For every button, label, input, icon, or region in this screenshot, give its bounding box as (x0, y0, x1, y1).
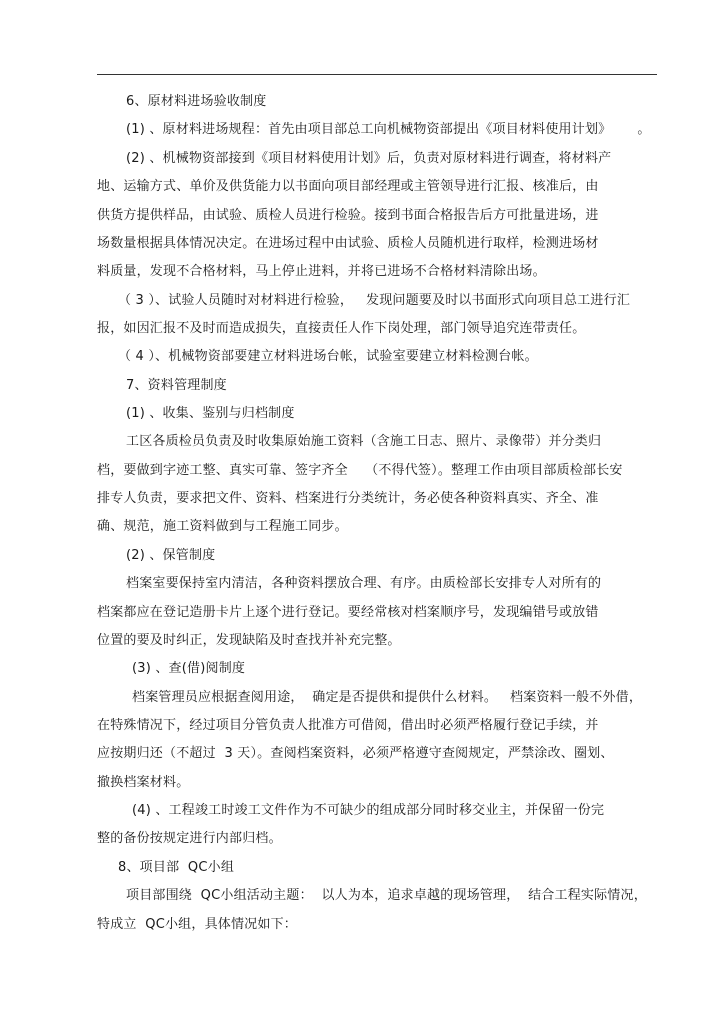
paragraph-line: 料质量，发现不合格材料，马上停止进料，并将已进场不合格材料清除出场。 (97, 264, 546, 279)
paragraph-line: (2) 、机械物资部接到《项目材料使用计划》后，负责对原材料进行调查，将材料产 (126, 151, 612, 166)
paragraph-line: 撤换档案材料。 (97, 775, 190, 790)
subsection-heading: (2) 、保管制度 (126, 548, 216, 563)
section-heading: 8、项目部 QC小组 (118, 860, 235, 875)
paragraph-line: 供货方提供样品，由试验、质检人员进行检验。接到书面合格报告后方可批量进场，进 (97, 208, 599, 223)
subsection-heading: (1) 、收集、鉴别与归档制度 (126, 406, 295, 421)
paragraph-line: (1) 、原材料进场规程：首先由项目部总工向机械物资部提出《项目材料使用计划》 。 (126, 122, 651, 137)
paragraph-line: 在特殊情况下，经过项目分管负责人批准方可借阅，借出时必须严格履行登记手续，并 (97, 718, 599, 733)
paragraph-line: 整的备份按规定进行内部归档。 (97, 831, 282, 846)
section-heading: 7、资料管理制度 (126, 378, 227, 393)
paragraph-line: 位置的要及时纠正，发现缺陷及时查找并补充完整。 (97, 633, 401, 648)
paragraph-line: 地、运输方式、单价及供货能力以书面向项目部经理或主管领导进行汇报、核准后，由 (97, 179, 599, 194)
paragraph-line: （ 4 ）、机械物资部要建立材料进场台帐，试验室要建立材料检测台帐。 (118, 349, 538, 364)
paragraph-line: （ 3 ）、试验人员随时对材料进行检验， 发现问题要及时以书面形式向项目总工进行汇 (118, 293, 631, 308)
paragraph-line: 确、规范，施工资料做到与工程施工同步。 (97, 519, 348, 534)
paragraph-line: 场数量根据具体情况决定。在进场过程中由试验、质检人员随机进行取样，检测进场材 (97, 236, 599, 251)
paragraph-line: 排专人负责，要求把文件、资料、档案进行分类统计，务必使各种资料真实、齐全、准 (97, 491, 599, 506)
subsection-heading: (3) 、查(借)阅制度 (132, 661, 246, 676)
paragraph-line: 项目部围绕 QC小组活动主题： 以人为本，追求卓越的现场管理， 结合工程实际情况， (126, 888, 647, 903)
paragraph-line: 应按期归还（不超过 3 天）。查阅档案资料，必须严格遵守查阅规定，严禁涂改、圈划、 (97, 746, 614, 761)
paragraph-line: 档，要做到字迹工整、真实可靠、签字齐全 （不得代签）。整理工作由项目部质检部长安 (97, 463, 623, 478)
section-heading: 6、原材料进场验收制度 (126, 94, 267, 109)
paragraph-line: 特成立 QC小组，具体情况如下： (97, 917, 297, 932)
paragraph-line: 档案室要保持室内清洁，各种资料摆放合理、有序。由质检部长安排专人对所有的 (126, 576, 602, 591)
paragraph-line: 档案管理员应根据查阅用途， 确定是否提供和提供什么材料。 档案资料一般不外借， (132, 690, 643, 705)
paragraph-line: (4) 、工程竣工时竣工文件作为不可缺少的组成部分同时移交业主，并保留一份完 (132, 803, 605, 818)
paragraph-line: 报，如因汇报不及时而造成损失，直接责任人作下岗处理，部门领导追究连带责任。 (97, 321, 586, 336)
paragraph-line: 档案都应在登记造册卡片上逐个进行登记。要经常核对档案顺序号，发现编错号或放错 (97, 605, 599, 620)
paragraph-line: 工区各质检员负责及时收集原始施工资料（含施工日志、照片、录像带）并分类归 (126, 434, 602, 449)
header-rule (97, 74, 657, 75)
